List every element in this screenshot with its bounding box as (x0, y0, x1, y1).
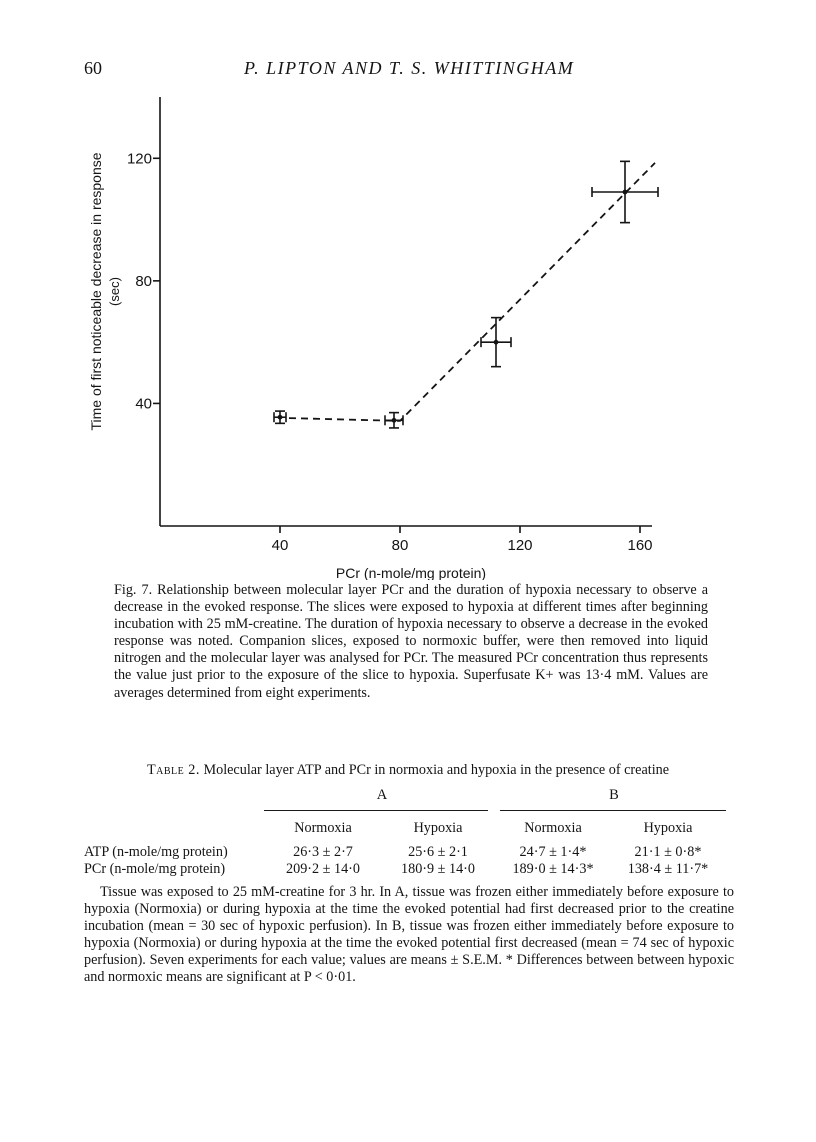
table-col-header: Normoxia (294, 820, 352, 836)
y-tick-label: 40 (135, 395, 152, 413)
table-group-b: B (609, 787, 619, 803)
table-title (0, 762, 816, 779)
table-group-a-rule (264, 810, 488, 811)
y-axis-label-unit: (sec) (107, 277, 122, 306)
data-point (481, 318, 511, 367)
table-cell: 138·4 ± 11·7* (627, 861, 709, 877)
dashed-fit-line (289, 163, 655, 421)
table-title-label: Table 2. (146, 762, 200, 778)
point-marker (278, 415, 283, 420)
x-axis-label: PCr (n-mole/mg protein) (335, 565, 487, 580)
table-cell: 25·6 ± 2·1 (408, 844, 468, 860)
x-tick-label: 80 (391, 537, 409, 554)
x-tick-label: 40 (271, 537, 289, 554)
data-point (592, 161, 658, 222)
table-footnote (84, 884, 734, 987)
point-marker (494, 340, 499, 345)
y-tick-label: 120 (126, 150, 152, 168)
chart-fit-line-group (289, 163, 655, 421)
table-cell: 180·9 ± 14·0 (401, 861, 475, 877)
table-group-b-rule (500, 810, 726, 811)
figure-caption: Fig. 7. Relationship between molecular layer PCr and the duration of hypoxia necessary to observe a decrease in the evoked response. The slices were exposed to hypoxia at different times after beginning incubation with 25 mM-creatine. The duration of hypoxia necessary to observe a decrease in the evoked response was noted. Companion slices, exposed to normoxic buffer, were then removed into liquid nitrogen and the molecular layer was analysed for PCr. The measured PCr concentration thus represents the value just prior to the exposure of the slice to hypoxia. Superfusate K+ was 13·4 mM. Values are averages determined from eight experiments. (114, 582, 708, 701)
table-cell: 209·2 ± 14·0 (286, 861, 360, 877)
table-col-header: Normoxia (524, 820, 582, 836)
x-tick-label: 160 (627, 537, 653, 554)
table-footnote-text: Tissue was exposed to 25 mM-creatine for 3 hr. In A, tissue was frozen either immediately before exposure to hypoxia (Normoxia) or during hypoxia at the time the evoked potential had first decreased prior to the creatine incubation (mean = 30 sec of hypoxic perfusion). In B, tissue was frozen either immediately before exposure to hypoxia (Normoxia) or during hypoxia at the time the evoked potential first decreased (mean = 74 sec of hypoxic perfusion). Seven experiments for each value; values are means ± S.E.M. * Differences between between hypoxic and normoxic means are significant at P < 0·01. (84, 884, 734, 986)
table-cell: 21·1 ± 0·8* (634, 844, 702, 860)
table-cell: 26·3 ± 2·7 (293, 844, 353, 860)
table-title-text: Molecular layer ATP and PCr in normoxia and hypoxia in the presence of creatine (203, 762, 670, 778)
data-point (385, 413, 403, 428)
page-number: 60 (84, 58, 102, 78)
chart-labels-group (88, 150, 653, 580)
x-tick-label: 120 (507, 537, 533, 554)
point-marker (392, 418, 397, 423)
table-col-header: Hypoxia (643, 820, 693, 836)
y-axis-label: Time of first noticeable decrease in response (88, 152, 104, 431)
table-col-header: Hypoxia (413, 820, 463, 836)
point-marker (623, 190, 628, 195)
y-tick-label: 80 (135, 272, 152, 290)
chart-points-group (274, 161, 658, 428)
chart-axes (153, 97, 652, 533)
table-row-label: PCr (n-mole/mg protein) (84, 861, 226, 877)
table-row-label: ATP (n-mole/mg protein) (84, 844, 228, 860)
table-group-a: A (376, 787, 388, 803)
running-head: P. LIPTON AND T. S. WHITTINGHAM (244, 58, 575, 78)
data-point (274, 411, 286, 423)
table-cell: 189·0 ± 14·3* (512, 861, 594, 877)
table-cell: 24·7 ± 1·4* (519, 844, 587, 860)
